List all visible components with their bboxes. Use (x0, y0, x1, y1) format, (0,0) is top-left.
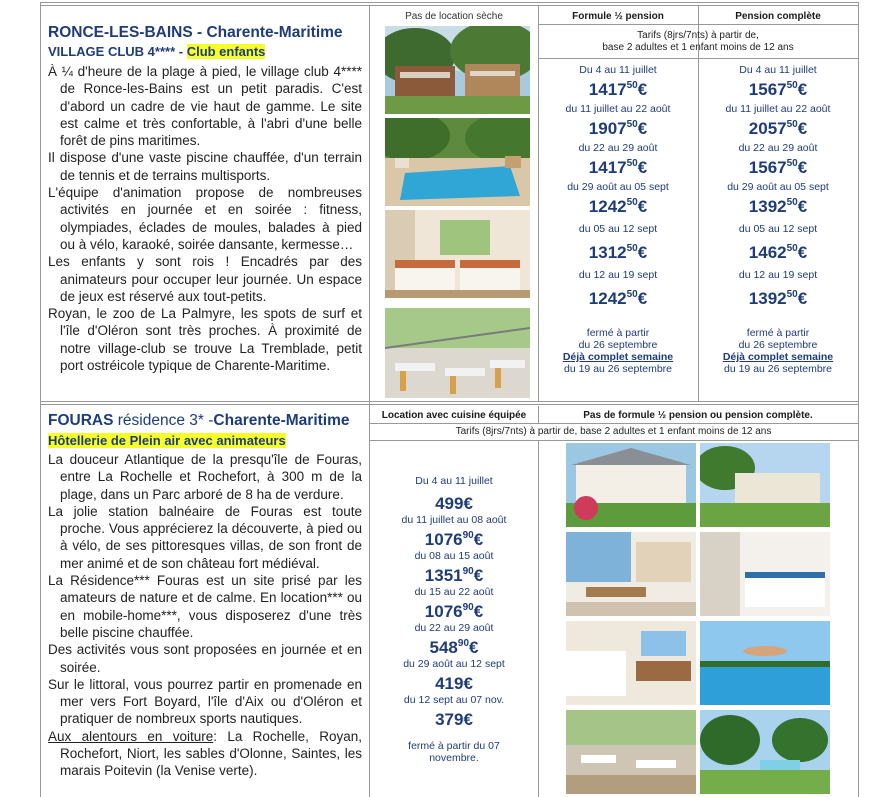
half-price: 1242$^{50}$€ (588, 197, 648, 216)
section1-subtitle-plain: VILLAGE CLUB 4**** - (48, 44, 187, 59)
half-price: 1907$^{50}$€ (588, 119, 648, 138)
section2-title-rest: résidence 3* - (113, 412, 214, 429)
loc-price-block: du 15 au 22 août 1076$^{90}$€ (414, 586, 494, 621)
loc-price-block: du 08 au 15 août 1351$^{90}$€ (414, 550, 494, 585)
full-dates: Du 4 au 11 juillet (739, 64, 817, 76)
section2-title (48, 412, 350, 430)
header-location: Location avec cuisine équipée (381, 410, 527, 421)
loc-price-block: du 12 sept au 07 nov. 379€ (403, 694, 505, 729)
half-price: 1417$^{50}$€ (588, 158, 648, 177)
s2-paragraph: Sur le littoral, vous pourrez partir en promenade en mer vers Fort Boyard, l'île d'Aix ou d'Oléron et pratiquer de nombreux sports nautiques. (48, 676, 362, 727)
location-price-column (370, 475, 538, 764)
section2-title-region: Charente-Maritime (213, 412, 350, 429)
photo-fouras-bedroom (700, 532, 830, 616)
half-dates: du 05 au 12 sept (578, 223, 658, 235)
right-border (858, 2, 859, 797)
half-price: 1242$^{50}$€ (588, 289, 648, 308)
loc-price-block: du 29 août au 12 sept 419€ (403, 658, 505, 693)
full-pension-column (698, 64, 858, 375)
s1-paragraph: Les enfants y sont rois ! Encadrés par des animateurs pour occuper leur journée. Un espace de jeux est réservé aux tout-petits. (48, 254, 362, 304)
loc-price-block: Du 4 au 11 juillet 499€ (415, 475, 493, 513)
photo-village-restaurant (385, 308, 530, 398)
photo-fouras-pool-dive (700, 621, 830, 705)
full-price-block (698, 103, 858, 139)
full-price-block (698, 142, 858, 178)
photo-fouras-kitchen (566, 621, 696, 705)
photo-fouras-residence (566, 443, 696, 527)
half-dates: du 29 août au 05 sept (567, 181, 669, 193)
section-divider (40, 401, 858, 405)
half-price-block (538, 223, 698, 263)
header-photos: Pas de location sèche (405, 11, 503, 22)
s2-paragraph: Des activités vous sont proposées en journée et en soirée. (48, 642, 362, 675)
half-price-block (538, 269, 698, 309)
full-price: 2057$^{50}$€ (748, 119, 808, 138)
section1-title: RONCE-LES-BAINS - Charente-Maritime (48, 24, 343, 41)
half-price-block (538, 103, 698, 139)
tarifs-note-2: base 2 adultes et 1 enfant moins de 12 ans (602, 42, 794, 53)
photo-village-houses (385, 26, 530, 114)
section2-title-bold: FOURAS (48, 412, 114, 429)
half-price: 1312$^{50}$€ (588, 243, 648, 262)
s1-paragraph: À ¼ d'heure de la plage à pied, le village club 4**** de Ronce-les-Bains est un petit paradis. C'est d'abord un cadre de vie haut de gamme. Le site est calme et très confortable, à l'abri d'une belle forêt de pins maritimes. (48, 64, 362, 149)
full-dates: du 22 au 29 août (738, 142, 818, 154)
photo-village-bedroom (385, 210, 530, 298)
s2-paragraph: La Résidence*** Fouras est un site prisé par les amateurs de nature et de calme. En location*** ou en mobile-home***, vous disposerez d'une très belle piscine chauffée. (48, 573, 362, 640)
section2-description (48, 451, 362, 780)
half-dates: du 11 juillet au 22 août (565, 103, 671, 115)
full-price: 1392$^{50}$€ (748, 197, 808, 216)
section1-subtitle (48, 44, 265, 59)
header-line-2 (369, 423, 858, 424)
header-line-1 (538, 24, 858, 25)
photo-fouras-terrace (566, 710, 696, 794)
half-closed: fermé à partir du 26 septembre Déjà complet semaine du 19 au 26 septembre (562, 327, 674, 375)
full-dates: du 05 au 12 sept (738, 223, 818, 235)
full-closed: fermé à partir du 26 septembre Déjà complet semaine du 19 au 26 septembre (722, 327, 834, 375)
photo-fouras-park (700, 710, 830, 794)
half-dates: Du 4 au 11 juillet (579, 64, 657, 76)
full-price-block (698, 269, 858, 309)
header-line-2b (369, 440, 858, 441)
left-border (40, 2, 41, 797)
s1-paragraph: Royan, le zoo de La Palmyre, les spots de surf et l'île d'Oléron sont très proches. À proximité de notre village-club se trouve La Tremblade, petit port ostréicole typique de Charente-Maritime. (48, 306, 362, 374)
full-price: 1392$^{50}$€ (748, 289, 808, 308)
photo-village-pool (385, 118, 530, 206)
divider-loc-photos (538, 440, 539, 797)
half-price-block (538, 142, 698, 178)
loc-price-block: du 22 au 29 août $548^{90}€$ (414, 622, 494, 657)
full-dates: du 11 juillet au 22 août (725, 103, 831, 115)
loc-closed: fermé à partir du 07 novembre. (408, 740, 500, 764)
top-border (40, 2, 858, 6)
section2-subtitle: Hôtellerie de Plein air avec animateurs (48, 433, 286, 448)
half-pension-column (538, 64, 698, 375)
section1-description (48, 63, 362, 374)
half-dates: du 22 au 29 août (578, 142, 658, 154)
full-dates: du 29 août au 05 sept (727, 181, 829, 193)
header-line-1b (538, 58, 858, 59)
section1-subtitle-highlight: Club enfants (186, 44, 266, 59)
half-price-block (538, 64, 698, 100)
s2-paragraph: La jolie station balnéaire de Fouras est toute proche. Vous apprécierez la découverte, à pied ou à vélo, de ses pittoresques villas, de son front de mer animé et de son château fort médiéval. (48, 503, 362, 571)
half-dates: du 12 au 19 sept (578, 269, 658, 281)
header-full-pension: Pension complète (735, 11, 821, 22)
full-price: 1567$^{50}$€ (748, 80, 808, 99)
loc-price-block: du 11 juillet au 08 août 1076$^{90}$€ (401, 514, 507, 549)
header-half-pension: Formule ½ pension (572, 11, 664, 22)
full-price-block (698, 181, 858, 217)
tarifs-note-1: Tarifs (8jrs/7nts) à partir de, (637, 30, 759, 41)
s2-paragraph: La douceur Atlantique de la presqu'île de Fouras, entre La Rochelle et Rochefort, à 300 m de la plage, dans un Parc arboré de 8 ha de verdure. (48, 452, 362, 502)
s1-paragraph: Il dispose d'une vaste piscine chauffée, d'un terrain de tennis et de terrains multisports. (48, 150, 362, 183)
half-price: 1417$^{50}$€ (588, 80, 648, 99)
full-price: 1567$^{50}$€ (748, 158, 808, 177)
full-price-block (698, 223, 858, 263)
header-no-pension: Pas de formule ½ pension ou pension complète. (583, 410, 813, 421)
full-dates: du 12 au 19 sept (738, 269, 818, 281)
photo-fouras-mobilehome (700, 443, 830, 527)
half-price-block (538, 181, 698, 217)
photo-fouras-living (566, 532, 696, 616)
s1-paragraph: L'équipe d'animation propose de nombreuses activités en journée et en soirée : fitness, olympiades, éclades de moules, balades à pied ou à vélo, karaoké, soirée dansante, kermesse… (48, 185, 362, 252)
s2-paragraph-last: Aux alentours en voiture: La Rochelle, Royan, Rochefort, Niort, les sables d'Olonne, Saintes, les marais Poitevin (la Venise verte). (48, 728, 363, 779)
full-price: 1462$^{50}$€ (748, 243, 808, 262)
tarifs-note-s2: Tarifs (8jrs/7nts) à partir de, base 2 adultes et 1 enfant moins de 12 ans (455, 426, 772, 437)
full-price-block (698, 64, 858, 100)
